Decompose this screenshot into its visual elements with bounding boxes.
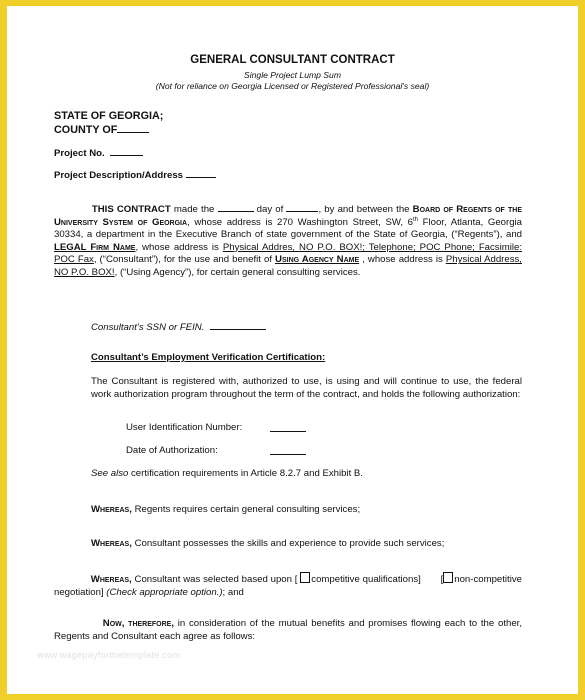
verification-body: The Consultant is registered with, authorized to use, is using and will continue to use, the federal work authorization program throughout the term of the contract, and holds the following authorization: [91, 376, 522, 400]
watermark: www.wagepayforthetemplate.com [37, 650, 181, 660]
uid-label: User Identification Number: [126, 422, 243, 433]
whereas-text-2: Consultant possesses the skills and experience to provide such services; [131, 538, 445, 549]
month-blank[interactable] [286, 202, 318, 212]
ssn-label: Consultant’s SSN or FEIN. [91, 322, 205, 333]
see-also-text: certification requirements in Article 8.2.7 and Exhibit B. [128, 468, 363, 479]
board-name: Board of Regents of the University System of Georgia [54, 204, 522, 228]
project-no-label: Project No. [54, 148, 105, 159]
project-desc-label: Project Description/Address [54, 170, 184, 181]
county-line [54, 123, 149, 137]
verification-heading: Consultant’s Employment Verification Certification: [91, 352, 326, 363]
whereas-word: Whereas, [91, 538, 132, 549]
whereas-text-3f: ; and [222, 586, 244, 598]
document-subtitle: Single Project Lump Sum [244, 70, 341, 80]
see-also-line [91, 468, 363, 481]
document-page [7, 6, 578, 694]
contract-text-8: , whose address is [359, 254, 446, 266]
contract-text-2: day of [253, 204, 287, 215]
now-therefore-paragraph [54, 618, 522, 643]
contract-text-4: , whose address is 270 Washington Street, SW, 6 [187, 216, 413, 228]
contract-lead: THIS CONTRACT [91, 204, 171, 215]
project-desc-blank[interactable] [186, 168, 216, 178]
ssn-blank[interactable] [210, 320, 266, 330]
contract-text-6: , whose address is [135, 241, 223, 253]
whereas-word: Whereas, [90, 574, 132, 585]
firm-address-field[interactable]: Physical Addres, NO P.O. BOX!; Telephone; POC Phone; Facsimile: POC Fax [54, 241, 522, 266]
document-note: (Not for reliance on Georgia Licensed or Registered Professional's seal) [155, 81, 430, 91]
floor-superscript: th [413, 216, 419, 223]
whereas-text-3a: Consultant was selected based upon [ [131, 574, 301, 585]
non-competitive-checkbox[interactable] [443, 572, 453, 583]
state-label: STATE OF GEORGIA; [54, 110, 164, 122]
see-also-italic: See also [91, 468, 129, 479]
day-blank[interactable] [218, 202, 254, 212]
firm-name-field[interactable]: LEGAL Firm Name [54, 241, 136, 253]
document-title: GENERAL CONSULTANT CONTRACT [190, 54, 395, 66]
whereas-2 [91, 538, 444, 551]
now-therefore-text: in consideration of the mutual benefits and promises flowing each to the other, Regents and Consultant each agree as follows: [54, 618, 522, 642]
date-label: Date of Authorization: [126, 445, 218, 456]
competitive-option: competitive qualifications] [311, 574, 421, 585]
whereas-text-1: Regents requires certain general consulting services; [131, 504, 361, 515]
competitive-checkbox[interactable] [300, 572, 310, 583]
ssn-line [91, 320, 266, 335]
contract-text-7: , (“Consultant”), for the use and benefit of [93, 254, 276, 266]
project-no-blank[interactable] [110, 146, 143, 156]
county-label: COUNTY OF [54, 124, 118, 136]
non-competitive-option: non-competitive negotiation] [54, 574, 522, 598]
uid-blank[interactable] [270, 422, 306, 432]
whereas-3 [54, 572, 522, 599]
whereas-text-3c: [ [437, 574, 444, 585]
whereas-1 [91, 504, 360, 517]
agency-address-field[interactable]: Physical Address, NO P.O. BOX! [54, 254, 522, 278]
check-instruction: (Check appropriate option.) [106, 586, 223, 598]
contract-text-1: made the [170, 204, 218, 215]
project-desc-line [54, 168, 216, 183]
contract-text-3: , by and between the [318, 204, 413, 215]
agency-name-field[interactable]: Using Agency Name [275, 254, 360, 266]
contract-text-5: Floor, Atlanta, Georgia 30334, a department in the Executive Branch of state government of the State of Georgia, (“Regents”), and [54, 216, 523, 241]
project-no-line [54, 146, 143, 161]
contract-text-9: , (“Using Agency”), for certain general consulting services. [114, 266, 361, 278]
uid-line [270, 422, 306, 437]
now-therefore-lead: Now, therefore, [102, 618, 175, 629]
whereas-word: Whereas, [91, 504, 132, 515]
county-blank[interactable] [117, 123, 149, 133]
date-line [270, 445, 306, 460]
contract-paragraph [54, 202, 522, 280]
date-blank[interactable] [270, 445, 306, 455]
